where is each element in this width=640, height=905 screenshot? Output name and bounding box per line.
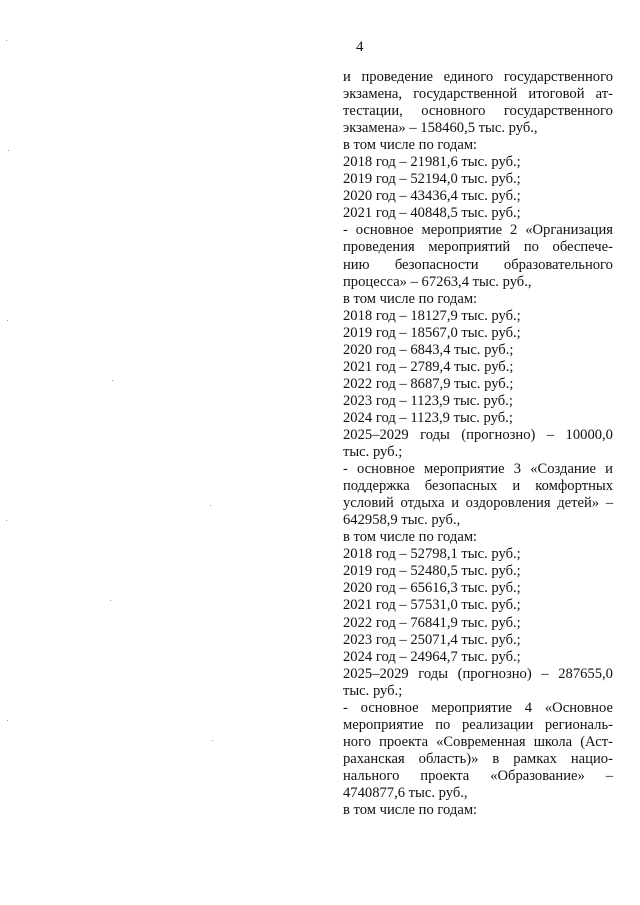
text-line: 2023 год – 1123,9 тыс. руб.; (343, 392, 513, 409)
scan-speck (6, 40, 7, 41)
text-line: 2021 год – 57531,0 тыс. руб.; (343, 597, 521, 614)
text-line: 2024 год – 1123,9 тыс. руб.; (343, 409, 513, 426)
text-line: в том числе по годам: (343, 290, 478, 307)
text-line: поддержка безопасных и комфортных (343, 478, 613, 495)
text-line: тестации, основного государственного (343, 103, 613, 120)
text-line: тыс. руб.; (343, 444, 403, 461)
text-line: 2019 год – 52480,5 тыс. руб.; (343, 563, 521, 580)
text-line: 4740877,6 тыс. руб., (343, 784, 468, 801)
text-column (343, 69, 613, 819)
text-line: 2022 год – 8687,9 тыс. руб.; (343, 375, 514, 392)
text-line: 2018 год – 52798,1 тыс. руб.; (343, 546, 521, 563)
text-line: 2021 год – 2789,4 тыс. руб.; (343, 358, 514, 375)
text-line: условий отдыха и оздоровления детей» – (343, 495, 613, 512)
scan-speck (212, 740, 213, 741)
text-line: - основное мероприятие 2 «Организация (343, 222, 613, 239)
text-line: нального проекта «Образование» – (343, 767, 613, 784)
text-line: 2023 год – 25071,4 тыс. руб.; (343, 631, 521, 648)
text-line: проведения мероприятий по обеспече- (343, 239, 613, 256)
scan-speck (7, 720, 8, 721)
text-line: 2020 год – 6843,4 тыс. руб.; (343, 341, 514, 358)
text-line: 2020 год – 65616,3 тыс. руб.; (343, 580, 521, 597)
text-line: и проведение единого государственного (343, 69, 613, 85)
text-line: нию безопасности образовательного (343, 256, 613, 273)
scan-speck (6, 520, 7, 521)
text-line: тыс. руб.; (343, 682, 403, 699)
text-line: - основное мероприятие 4 «Основное (343, 699, 613, 716)
text-line: 2025–2029 годы (прогнозно) – 10000,0 (343, 426, 613, 443)
text-line: в том числе по годам: (343, 137, 478, 154)
text-line: 2020 год – 43436,4 тыс. руб.; (343, 188, 521, 205)
text-line: раханская область)» в рамках нацио- (343, 750, 613, 767)
text-line: ного проекта «Современная школа (Аст- (343, 733, 613, 750)
scan-speck (210, 505, 211, 506)
text-line: 2024 год – 24964,7 тыс. руб.; (343, 648, 521, 665)
text-line: мероприятие по реализации региональ- (343, 716, 613, 733)
text-line: 2019 год – 18567,0 тыс. руб.; (343, 324, 521, 341)
text-line: 2022 год – 76841,9 тыс. руб.; (343, 614, 521, 631)
text-line: 2018 год – 21981,6 тыс. руб.; (343, 154, 521, 171)
text-line: 2018 год – 18127,9 тыс. руб.; (343, 307, 521, 324)
scan-speck (7, 320, 8, 321)
text-line: - основное мероприятие 3 «Создание и (343, 461, 613, 478)
text-line: 2021 год – 40848,5 тыс. руб.; (343, 205, 521, 222)
page-number: 4 (356, 39, 364, 55)
scan-speck (8, 150, 9, 151)
text-line: экзамена, государственной итоговой ат- (343, 86, 613, 103)
text-line: 642958,9 тыс. руб., (343, 512, 461, 529)
text-line: в том числе по годам: (343, 529, 478, 546)
text-line: 2025–2029 годы (прогнозно) – 287655,0 (343, 665, 613, 682)
scan-speck (112, 380, 113, 381)
text-line: процесса» – 67263,4 тыс. руб., (343, 273, 532, 290)
scan-speck (110, 600, 111, 601)
text-line: в том числе по годам: (343, 802, 478, 819)
text-line: экзамена» – 158460,5 тыс. руб., (343, 120, 538, 137)
text-line: 2019 год – 52194,0 тыс. руб.; (343, 171, 521, 188)
